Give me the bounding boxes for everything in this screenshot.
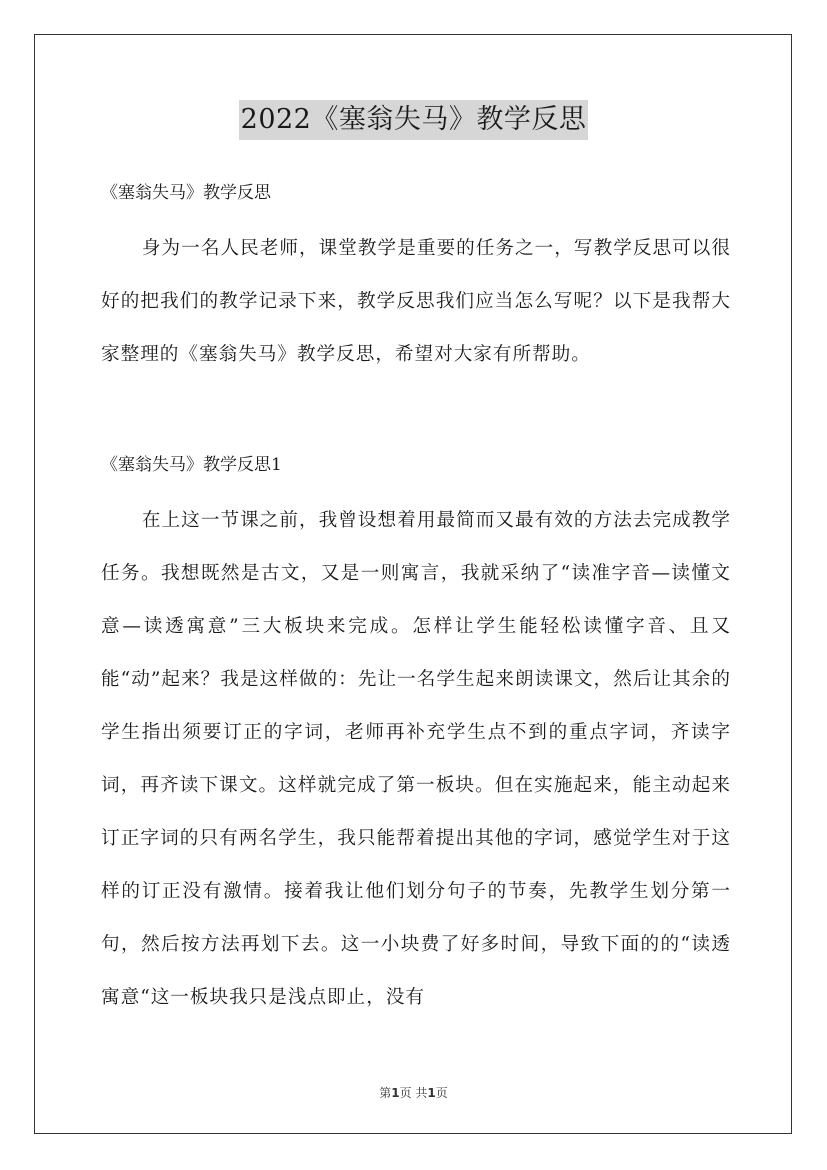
footer-page-suffix: 页: [435, 1086, 448, 1100]
section1-heading: 《塞翁失马》教学反思1: [101, 455, 282, 475]
intro-paragraph: 身为一名人民老师，课堂教学是重要的任务之一，写教学反思可以很好的把我们的教学记录下来，教学反思我们应当怎么写呢？以下是我帮大家整理的《塞翁失马》教学反思，希望对大家有所帮助。: [101, 238, 731, 365]
footer-page-total: 1: [427, 1086, 436, 1100]
intro-heading: 《塞翁失马》教学反思: [101, 183, 271, 203]
footer-page-mid: 页 共: [399, 1086, 428, 1100]
footer-page-prefix: 第: [379, 1086, 392, 1100]
title-container: [0, 100, 827, 140]
section1-paragraph: 在上这一节课之前，我曾设想着用最简而又最有效的方法去完成教学任务。我想既然是古文，又是一则寓言，我就采纳了“读准字音—读懂文意—读透寓意”三大板块来完成。怎样让学生能轻松读懂字音、且又能“动”起来？我是这样做的：先让一名学生起来朗读课文，然后让其余的学生指出须要订正的字词，老师再补充学生点不到的重点字词，齐读字词，再齐读下课文。这样就完成了第一板块。但在实施起来，能主动起来订正字词的只有两名学生，我只能帮着提出其他的字词，感觉学生对于这样的订正没有激情。接着我让他们划分句子的节奏，先教学生划分第一句，然后按方法再划下去。这一小块费了好多时间，导致下面的的“读透寓意“这一板块我只是浅点即止，没有: [101, 510, 731, 1008]
footer-page-number: 1: [391, 1086, 400, 1100]
page-footer: [0, 1084, 827, 1101]
document-title: 2022《塞翁失马》教学反思: [239, 100, 589, 140]
